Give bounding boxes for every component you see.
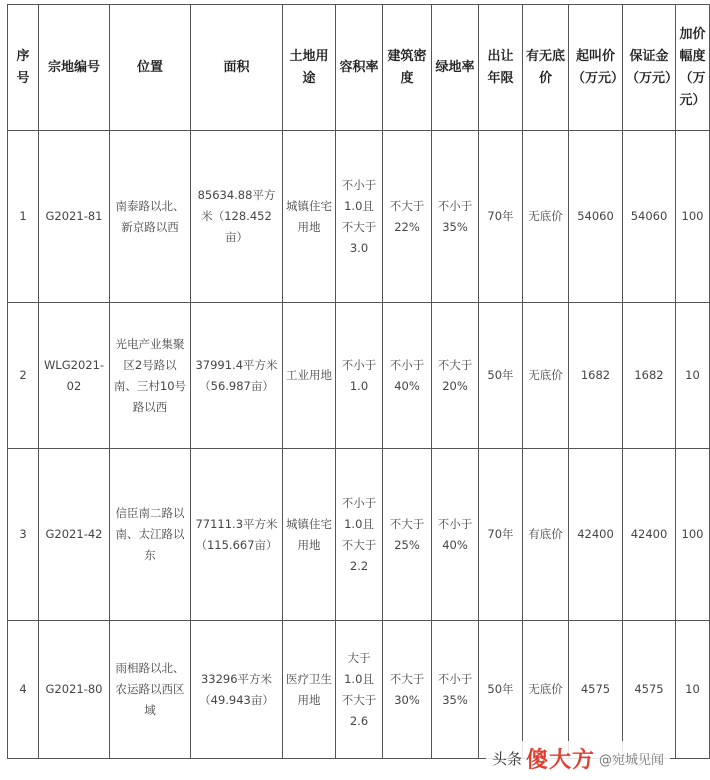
header-cell: 有无底价: [523, 5, 569, 131]
table-row: [8, 449, 710, 621]
cell-use: 工业用地: [283, 303, 336, 449]
header-cell: 土地用途: [283, 5, 336, 131]
header-cell: 位置: [110, 5, 191, 131]
header-cell: 序号: [8, 5, 39, 131]
cell-term: 70年: [479, 131, 523, 303]
cell-no: 1: [8, 131, 39, 303]
cell-term: 50年: [479, 303, 523, 449]
watermark-handle: @宛城见闻: [598, 753, 664, 768]
cell-start: 4575: [569, 621, 623, 759]
header-cell: 宗地编号: [39, 5, 110, 131]
cell-green: 不小于35%: [432, 621, 479, 759]
watermark: [486, 741, 670, 776]
cell-start: 54060: [569, 131, 623, 303]
cell-deposit: 42400: [623, 449, 676, 621]
cell-code: WLG2021-02: [39, 303, 110, 449]
header-row: [8, 5, 710, 131]
cell-step: 100: [676, 131, 710, 303]
cell-location: 雨相路以北、农运路以西区域: [110, 621, 191, 759]
cell-area: 85634.88平方米（128.452亩）: [191, 131, 283, 303]
cell-use: 城镇住宅用地: [283, 449, 336, 621]
cell-reserve: 无底价: [523, 621, 569, 759]
header-cell: 加价幅度（万元）: [676, 5, 710, 131]
cell-density: 不大于22%: [383, 131, 432, 303]
cell-density: 不大于25%: [383, 449, 432, 621]
watermark-brand: 傻大方: [525, 748, 595, 773]
cell-deposit: 54060: [623, 131, 676, 303]
table-row: [8, 303, 710, 449]
header-cell: 保证金（万元）: [623, 5, 676, 131]
cell-far: 不小于1.0且不大于3.0: [336, 131, 383, 303]
cell-step: 100: [676, 449, 710, 621]
cell-area: 77111.3平方米（115.667亩）: [191, 449, 283, 621]
cell-location: 信臣南二路以南、太江路以东: [110, 449, 191, 621]
cell-code: G2021-81: [39, 131, 110, 303]
cell-reserve: 无底价: [523, 303, 569, 449]
cell-no: 2: [8, 303, 39, 449]
cell-location: 光电产业集聚区2号路以南、三村10号路以西: [110, 303, 191, 449]
cell-use: 医疗卫生用地: [283, 621, 336, 759]
cell-step: 10: [676, 303, 710, 449]
cell-deposit: 4575: [623, 621, 676, 759]
table-row: [8, 131, 710, 303]
land-auction-table: [7, 4, 710, 759]
header-cell: 面积: [191, 5, 283, 131]
header-cell: 出让年限: [479, 5, 523, 131]
cell-start: 1682: [569, 303, 623, 449]
cell-area: 37991.4平方米（56.987亩）: [191, 303, 283, 449]
cell-reserve: 有底价: [523, 449, 569, 621]
cell-green: 不大于20%: [432, 303, 479, 449]
cell-deposit: 1682: [623, 303, 676, 449]
cell-area: 33296平方米（49.943亩）: [191, 621, 283, 759]
cell-use: 城镇住宅用地: [283, 131, 336, 303]
cell-term: 50年: [479, 621, 523, 759]
header-cell: 绿地率: [432, 5, 479, 131]
cell-far: 大于1.0且不大于2.6: [336, 621, 383, 759]
cell-term: 70年: [479, 449, 523, 621]
cell-start: 42400: [569, 449, 623, 621]
watermark-prefix: 头条: [491, 750, 522, 768]
header-cell: 容积率: [336, 5, 383, 131]
header-cell: 起叫价（万元）: [569, 5, 623, 131]
cell-reserve: 无底价: [523, 131, 569, 303]
table-row: [8, 621, 710, 759]
cell-far: 不小于1.0: [336, 303, 383, 449]
cell-density: 不大于30%: [383, 621, 432, 759]
cell-no: 4: [8, 621, 39, 759]
cell-no: 3: [8, 449, 39, 621]
cell-code: G2021-80: [39, 621, 110, 759]
cell-green: 不小于40%: [432, 449, 479, 621]
cell-green: 不小于35%: [432, 131, 479, 303]
cell-far: 不小于1.0且不大于2.2: [336, 449, 383, 621]
header-cell: 建筑密度: [383, 5, 432, 131]
cell-density: 不小于40%: [383, 303, 432, 449]
cell-step: 10: [676, 621, 710, 759]
cell-code: G2021-42: [39, 449, 110, 621]
cell-location: 南泰路以北、新京路以西: [110, 131, 191, 303]
